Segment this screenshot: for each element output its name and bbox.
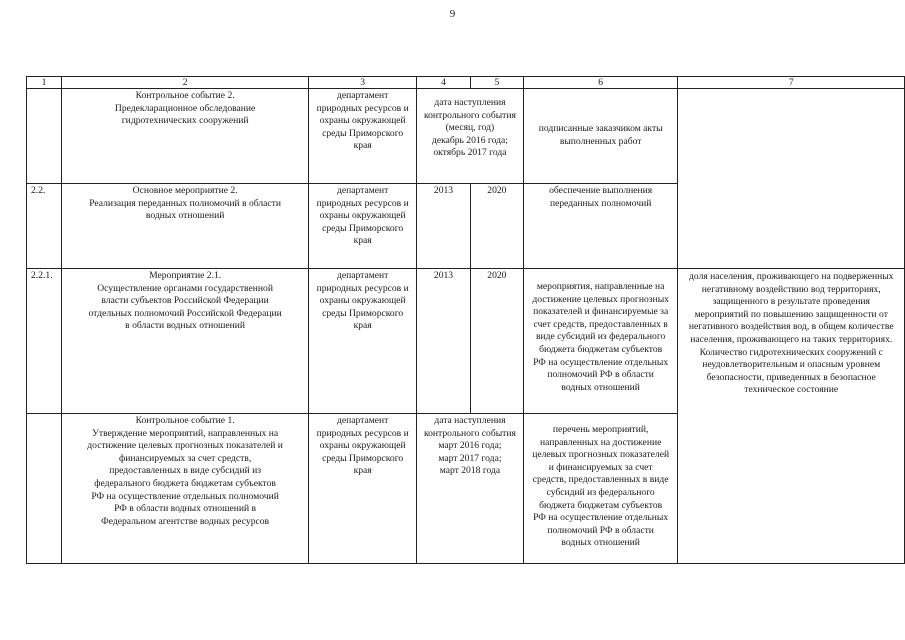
executor-text: департамент природных ресурсов и охраны окружающей среды Приморского края — [316, 185, 409, 247]
header-row — [27, 77, 905, 89]
program-table — [26, 76, 905, 564]
start-year-cell: 2013 — [417, 269, 471, 414]
event-cell — [61, 414, 308, 564]
executor-cell — [309, 269, 417, 414]
dates-text: дата наступления контрольного события март 2016 года; март 2017 года; март 2018 года — [423, 415, 516, 477]
end-year-cell: 2020 — [470, 184, 523, 269]
result-cell — [523, 414, 678, 564]
indicator-cell-empty — [678, 89, 905, 269]
row-number — [27, 414, 62, 564]
row-number: 2.2.1. — [27, 269, 62, 414]
executor-text: департамент природных ресурсов и охраны окружающей среды Приморского края — [316, 90, 409, 152]
event-text: Мероприятие 2.1. Осуществление органами государственной власти субъектов Российской Федерации отдельных полномочий Российской Федерации в области водных отношений — [88, 270, 282, 332]
event-cell — [61, 184, 308, 269]
executor-cell — [309, 414, 417, 564]
row-number — [27, 89, 62, 184]
column-header: 1 — [27, 77, 62, 89]
event-cell — [61, 89, 308, 184]
column-header: 5 — [470, 77, 523, 89]
result-text: перечень мероприятий, направленных на достижение целевых прогнозных показателей и финансируемых за счет средств, предоставленных в виде субсидий из федерального бюджета бюджетам субъектов РФ на осуществление отдельных полномочий РФ в области водных отношений — [532, 424, 670, 549]
indicator-text: доля населения, проживающего на подверженных негативному воздействию вод территориях, защищенного в результате проведения мероприятий по повышению защищенности от негативного воздействия вод, в общем количестве населения, проживающего на таких территориях. Количество гидротехнических сооружений с неудовлетворительным и опасным уровнем безопасности, приведенных в безопасное техническое состояние — [688, 271, 894, 396]
executor-text: департамент природных ресурсов и охраны окружающей среды Приморского края — [316, 270, 409, 332]
column-header: 2 — [61, 77, 308, 89]
column-header: 7 — [678, 77, 905, 89]
column-header: 3 — [309, 77, 417, 89]
executor-cell — [309, 184, 417, 269]
result-text: обеспечение выполнения переданных полномочий — [549, 185, 653, 209]
column-header: 4 — [417, 77, 471, 89]
column-header: 6 — [523, 77, 678, 89]
dates-cell — [417, 414, 524, 564]
result-cell — [523, 184, 678, 269]
result-cell — [523, 89, 678, 184]
table-row — [27, 269, 905, 414]
event-text: Контрольное событие 2. Предекларационное обследование гидротехнических сооружений — [114, 90, 256, 127]
result-cell — [523, 269, 678, 414]
result-text: мероприятия, направленные на достижение целевых прогнозных показателей и финансируемые за счет средств, предоставленных в виде субсидий из федерального бюджета бюджетам субъектов РФ на осуществление отдельных полномочий РФ в области водных отношений — [532, 281, 669, 393]
start-year-cell: 2013 — [417, 184, 471, 269]
dates-cell — [417, 89, 524, 184]
row-number: 2.2. — [27, 184, 62, 269]
event-text: Основное мероприятие 2. Реализация переданных полномочий в области водных отношений — [89, 185, 282, 222]
executor-text: департамент природных ресурсов и охраны окружающей среды Приморского края — [316, 415, 409, 477]
event-text: Контрольное событие 1. Утверждение мероприятий, направленных на достижение целевых прогнозных показателей и финансируемых за счет средств, предоставленных в виде субсидий из федерального бюджета бюджетам субъектов РФ на осуществление отдельных полномочий РФ в области водных отношений в Федеральном агентстве водных ресурсов — [87, 415, 283, 527]
executor-cell — [309, 89, 417, 184]
result-text: подписанные заказчиком акты выполненных работ — [538, 123, 663, 147]
page-number: 9 — [449, 8, 456, 20]
indicator-cell — [678, 269, 905, 564]
table-row — [27, 89, 905, 184]
dates-text: дата наступления контрольного события (месяц, год) декабрь 2016 года; октябрь 2017 года — [423, 97, 516, 159]
event-cell — [61, 269, 308, 414]
end-year-cell: 2020 — [470, 269, 523, 414]
